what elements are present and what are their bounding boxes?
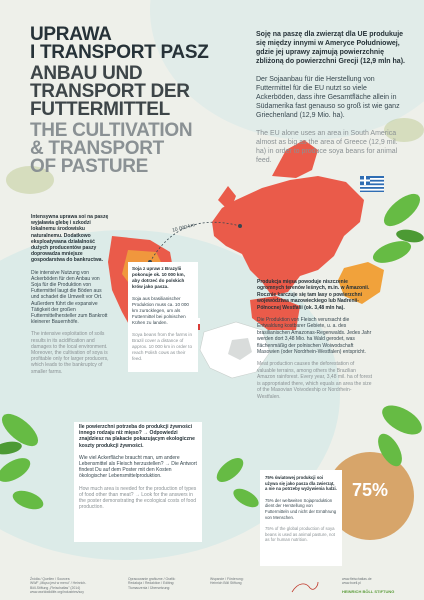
deforestation-de: Die Produktion von Fleisch verursacht die Entwaldung kostbarer Gebiete, u. a. des brasilianischen Amazonas-Regenwalds. Jedes Jahr werden dort 3,48 Mio. ha Wald gerodet, was flächenmäßig der polnischen Woiwodschaft Masowien (oder Nordrhein-Westfalen) entspricht. [257,317,372,356]
footer-col1: Źródła / Quellen / Sources: WWF „Mięso jest w menu" / Heinrich-Böll-Stiftung „Fleischatlas" (2014) www.worldwildlife.org/industries/soy [30,577,87,595]
footer-col4: www.fleischatlas.de www.boell.pl [342,577,372,586]
question-en: How much area is needed for the production of types of food other than meat? → Look for the answers in the poster demonstrating the ecological costs of food production. [79,485,197,511]
side-de: Die intensive Nutzung von Ackerböden für den Anbau von Soja für die Produktion von Futtermittel laugt die Böden aus und schadet die Umwelt vor Ort. Außerdem führt die expansive Tätigkeit der großen Futtermittelhersteller zum Bankrott kleinerer Bauernhöfe. [31,269,108,326]
stats-text [265,475,337,549]
side-text [31,214,109,381]
deforestation-pl: Produkcja mięsa powoduje niszczenie ogromnych terenów leśnych, m.in. w Amazonii. Rocznie karczuje się tam lasy o powierzchni województwa mazowieckiego lub Nadrenii-Północnej Westfalii (ok. 3,48 mln ha). [257,279,370,311]
question-text [79,424,197,516]
side-en: The intensive exploitation of soils results in its acidification and damages to the local environment. Moreover, the cultivation of soya is profitable only for larger producers, which leads to the bankruptcy of smaller farms. [31,331,109,375]
side-pl: Intensywna uprawa soi na paszę wyjaławia glebę i szkodzi lokalnemu środowisku naturalnemu. Dodatkowo eksploatywana działalność dużych producentów paszy doprowadza mniejsze gospodarstwa do bankructwa. [31,214,109,264]
deforestation-text [257,279,373,406]
question-pl: Ile powierzchni potrzeba do produkcji żywności innego rodzaju niż mięso? → Odpowiedzi znajdziesz na plakacie pokazującym ekologiczne koszty produkcji żywności. [79,424,195,449]
flag-greece [360,176,384,192]
intro-en: The EU alone uses an area in South America almost as big as the area of Greece (12,9 mil. ha) in order to produce soya beans for animal feed. [256,130,398,164]
title-de: ANBAU UND TRANSPORT DER FUTTERMITTEL [30,63,190,120]
title-pl: UPRAWA I TRANSPORT PASZ [30,24,209,63]
route-pl: Soja z upraw z Brazylii pokonuje ok. 10 000 km, aby dotrzeć do polskich krów jako pasza. [132,266,185,289]
stats-pl: 75% światowej produkcji soi używa się jako pasza dla zwierząt, a nie na potrzeby wyżywienia ludzi. [265,475,337,492]
distance-label: 10 000 km [171,222,196,234]
route-en: Soya beans from the farms in Brazil cover a distance of approx. 10 000 km in order to reach Polish cows as their feed. [132,332,193,361]
footer-logo: HEINRICH BÖLL STIFTUNG [342,589,395,594]
stats-en: 75% of the global production of soya beans is used as animal pasture, not as for human nutrition. [265,526,335,543]
footer-col2: Opracowanie graficzne / Grafik: Redakcja / Redaktion / Editing: Tłumaczenia / Übersetzung: [128,577,176,590]
signature-swirl-icon [290,580,320,594]
stat-percent: 75% [352,480,389,500]
question-de: Wie viel Ackerfläche braucht man, um andere Lebensmittel als Fleisch herzustellen? → Die Antwort findest Du auf dem Poster mit den Kosten ökologischer Lebensmittelproduktion. [79,454,197,480]
route-box [128,262,198,372]
route-end-dot [238,224,242,228]
footer-col3: Wsparcie / Förderung: Heinrich Böll Stiftung [210,577,244,586]
route-de: Soja aus brasilianischer Produktion muss ca. 10 000 km zurücklegen, um als Futtermittel bei polnischen Kühen zu landen. [132,296,189,325]
deforestation-en: Meat production causes the deforestation of valuable terrains, among others the Brazilian Amazon rainforest. Every year, 3,48 mil. ha of forest is appropriated there, which equals an area the size of the Masovian Voivodeship or Nordrhein-Westfalen. [257,361,373,400]
title-block [30,26,220,176]
title-en: THE CULTIVATION & TRANSPORT OF PASTURE [30,120,193,177]
stats-de: 75% der weltweiten Sojaproduktion dient der Herstellung von Futtermitteln und nicht der Ernährung von Menschen. [265,497,337,520]
intro-text [256,30,406,174]
intro-pl: Soję na paszę dla zwierząt dla UE produkuje się między innymi w Ameryce Południowej, gdzie jej uprawy zajmują powierzchnię zbliżoną do powierzchni Grecji (12,9 mln ha). [256,31,405,65]
intro-de: Der Sojaanbau für die Herstellung von Futtermittel für die EU nutzt so viele Ackerböden, dass ihre Gesamtfläche allein in Südamerika fast genauso so groß ist wie ganz Griechenland (12,9 Mio. ha). [256,76,400,119]
